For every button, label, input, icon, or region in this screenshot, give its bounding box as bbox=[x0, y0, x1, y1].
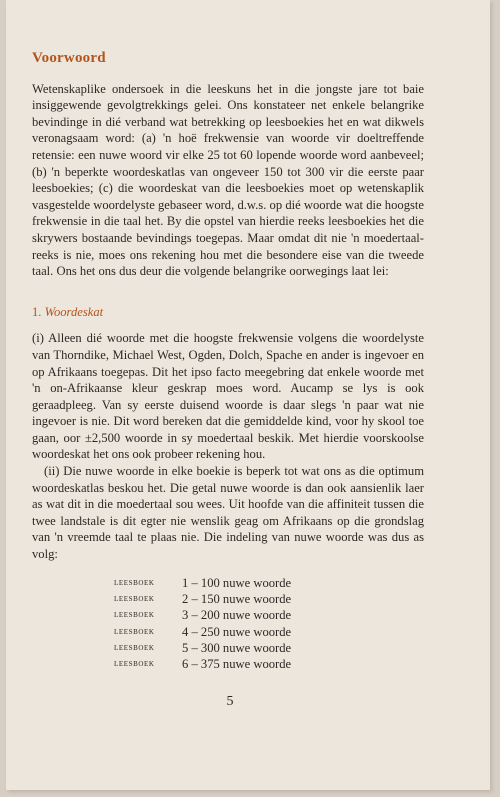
paragraph-ii: (ii) Die nuwe woorde in elke boekie is beperk tot wat ons as die optimum woordeskatlas beskou het. Die getal nuwe woorde is dan ook aansienlik laer as wat dit in die moedertaal sou wees. Uit hoofde van die affiniteit tussen die twee landstale is dit egter nie wenslik geag om Afrikaans op die grondslag van 'n vreemde taal te plaas nie. Die indeling van nuwe woorde was dus as volg: bbox=[32, 464, 424, 562]
list-item bbox=[114, 624, 344, 640]
list-item bbox=[114, 575, 344, 591]
page-number: 5 bbox=[226, 694, 234, 709]
list-item-range: 1 – 100 nuwe woorde bbox=[182, 575, 292, 590]
page-content bbox=[32, 50, 424, 672]
page-sheet bbox=[6, 0, 490, 790]
list-item-label: leesboek bbox=[114, 609, 155, 621]
section-title: Woordeskat bbox=[44, 304, 104, 319]
section-heading bbox=[32, 304, 424, 321]
list-item bbox=[114, 656, 344, 672]
section-number: 1. bbox=[32, 304, 42, 319]
list-item bbox=[114, 640, 344, 656]
list-item-range: 4 – 250 nuwe woorde bbox=[182, 624, 292, 639]
list-item-label: leesboek bbox=[114, 576, 155, 588]
list-item-range: 3 – 200 nuwe woorde bbox=[182, 608, 292, 623]
list-item bbox=[114, 607, 344, 623]
paragraph-i: (i) Alleen dié woorde met die hoogste frekwensie volgens die woordelyste van Thorndike, Michael West, Ogden, Dolch, Spache en ander is ingevoer en op Afrikaans toegepas. Dit het ipso facto meegebring dat enkele woorde met 'n on-Afrikaanse kleur geskrap moes word. Aucamp se lys is ook geraadpleeg. Van sy eerste duisend woorde is daar slegs 'n paar wat nie ingevoer is nie. Dit word bereken dat die gemiddelde kind, voor hy skool toe gaan, oor ±2,500 woorde in sy moedertaal beskik. Met hierdie voorskoolse woordeskat het ons ook probeer rekening hou. bbox=[32, 331, 424, 462]
list-item-range: 2 – 150 nuwe woorde bbox=[182, 591, 292, 606]
page-title: Voorwoord bbox=[32, 50, 106, 66]
new-words-list bbox=[114, 575, 344, 673]
intro-paragraph: Wetenskaplike ondersoek in die leeskuns het in die jongste jare tot baie insiggewende gevolgtrekkings gelei. Ons konstateer net enkele belangrike bevindinge in dié verband wat betrekking op leesboekies het en wat dikwels veronagsaam word: (a) 'n hoë frekwensie van woorde vir doeltreffende retensie: een nuwe woord vir elke 25 tot 60 lopende woorde word aanbeveel; (b) 'n beperkte woordeskatlas van ongeveer 150 tot 300 vir die eerste paar leesboekies; (c) die woordeskat van die leesboekies moet op wetenskaplik vasgestelde woordelyste gebaseer word, d.w.s. op dié woorde wat die hoogste frekwensie in die taal het. By die opstel van hierdie reeks leesboekies het die skrywers bostaande bevindings toegepas. Maar omdat dit nie 'n moedertaal-reeks is nie, moes ons rekening hou met die besondere eise van die tweede taal. Ons het ons dus deur die volgende belangrike oorwegings laat lei: bbox=[32, 81, 424, 279]
list-item-label: leesboek bbox=[114, 658, 155, 670]
list-item-label: leesboek bbox=[114, 625, 155, 637]
list-item-range: 6 – 375 nuwe woorde bbox=[182, 657, 292, 672]
list-item-label: leesboek bbox=[114, 641, 155, 653]
list-item-range: 5 – 300 nuwe woorde bbox=[182, 640, 292, 655]
list-item-label: leesboek bbox=[114, 592, 155, 604]
list-item bbox=[114, 591, 344, 607]
